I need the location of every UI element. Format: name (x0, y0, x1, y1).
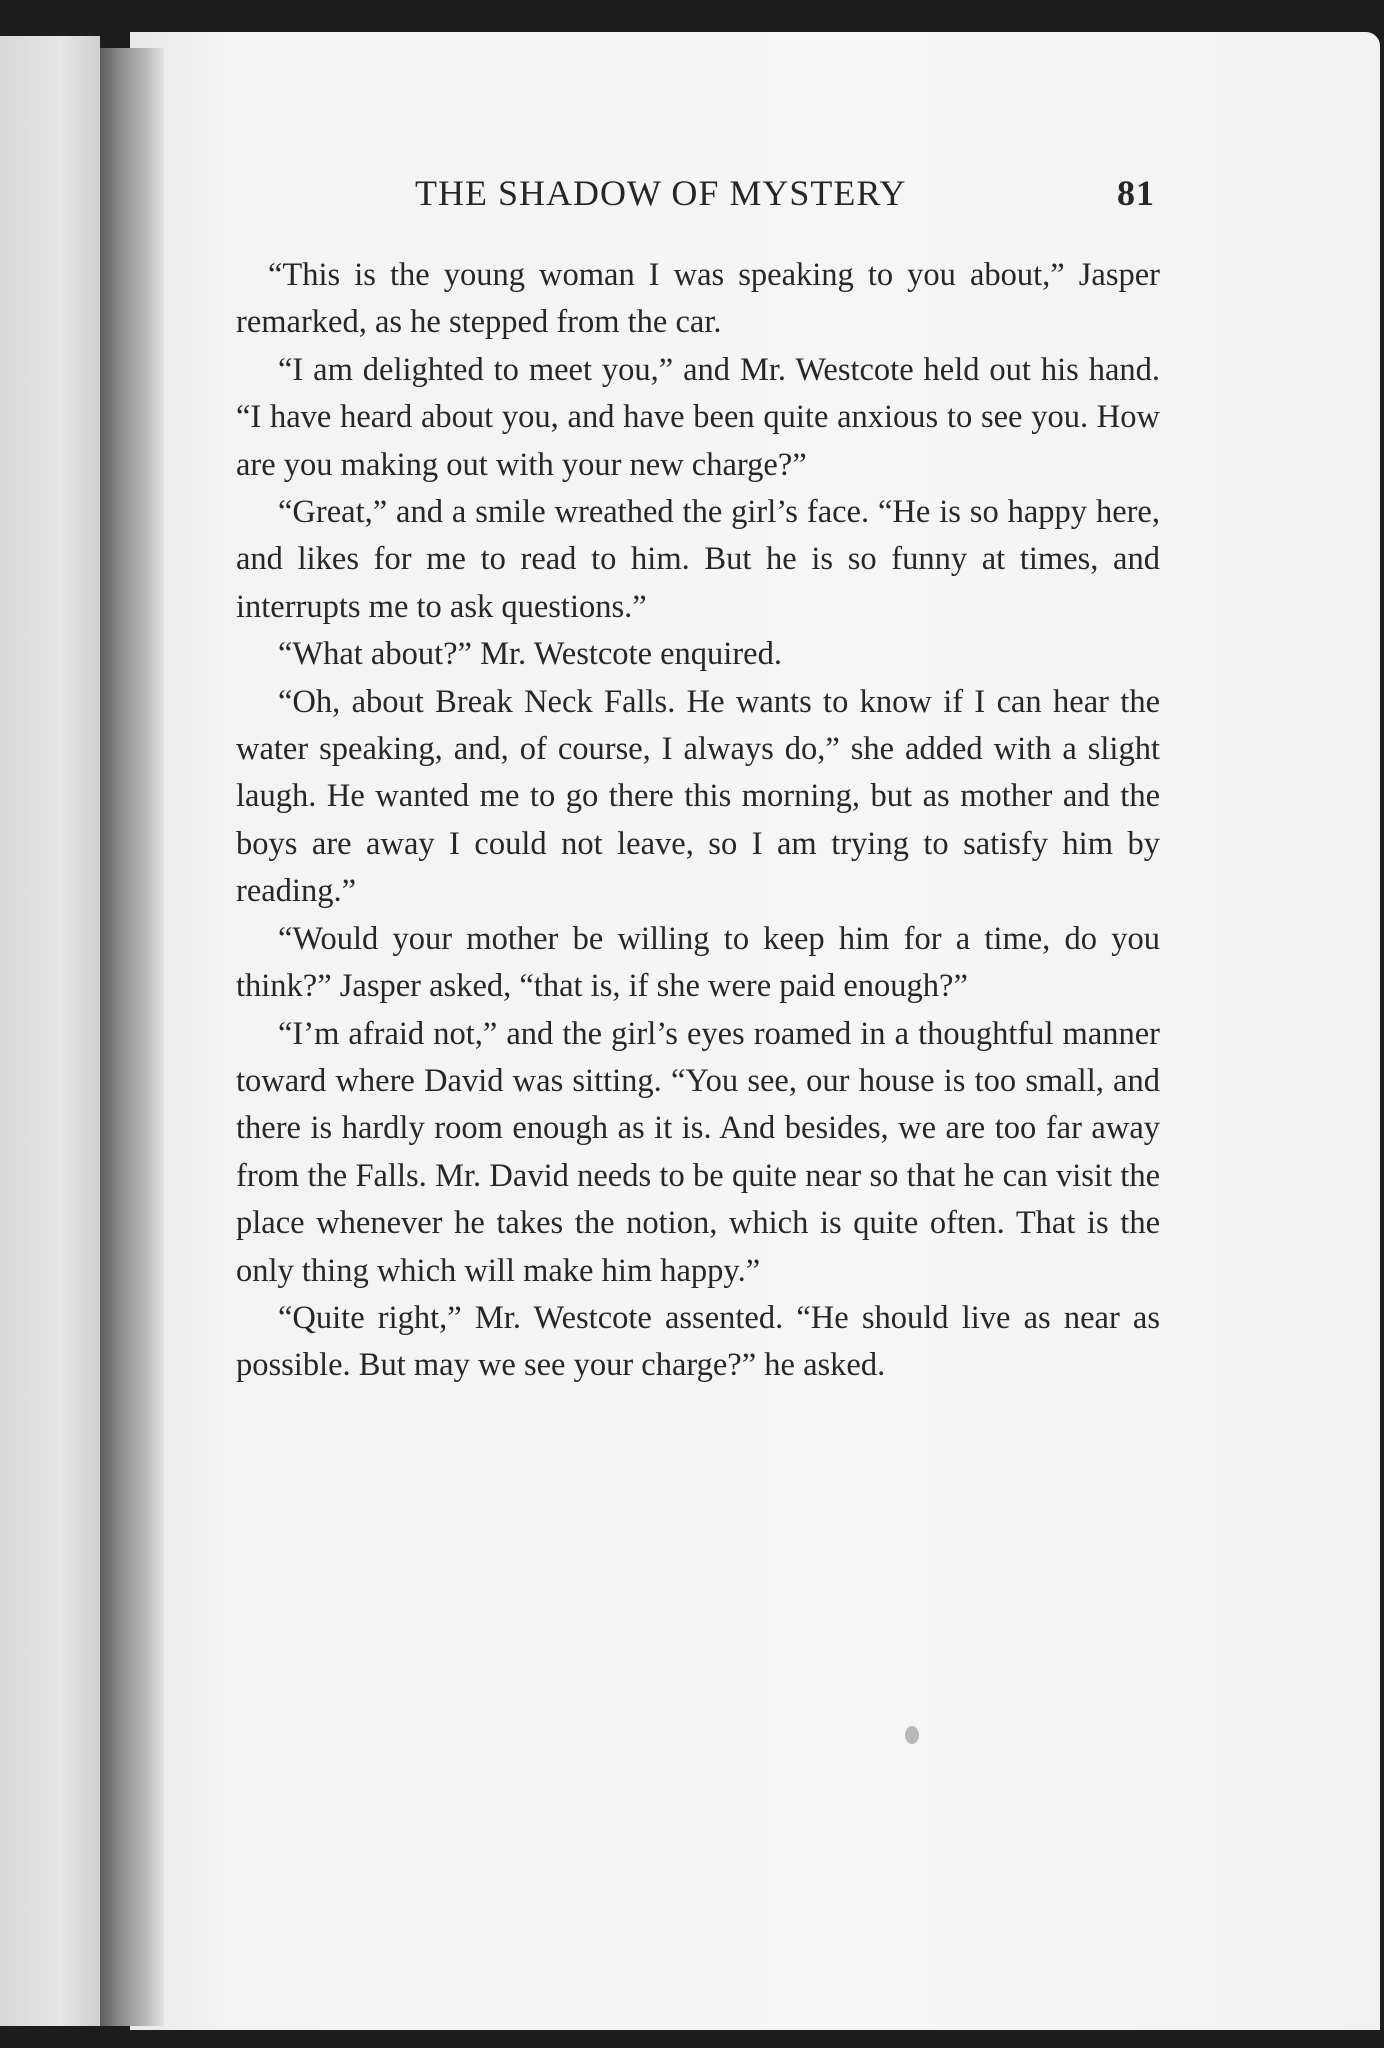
paragraph: “Great,” and a smile wreathed the girl’s face. “He is so happy here, and likes for me to read to him. But he is so funny at times, and interrupts me to ask questions.” (236, 494, 1160, 625)
paragraph: “Quite right,” Mr. Westcote assented. “He should live as near as possible. But may we see your charge?” he asked. (236, 1299, 1160, 1384)
paragraph: “Would your mother be willing to keep him for a time, do you think?” Jasper asked, “that is, if she were paid enough?” (236, 920, 1160, 1005)
paragraph: “I am delighted to meet you,” and Mr. Westcote held out his hand. “I have heard about you, and have been quite anxious to see you. How are you making out with your new charge?” (236, 351, 1160, 483)
spine-shadow (100, 48, 164, 2026)
paragraph: “What about?” Mr. Westcote enquired. (278, 636, 782, 673)
page-number: 81 (1117, 173, 1155, 213)
paragraph: “This is the young woman I was speaking to you about,” Jasper remarked, as he stepped from the car. (236, 257, 1160, 341)
paragraph: “I’m afraid not,” and the girl’s eyes roamed in a thoughtful manner toward where David was sitting. “You see, our house is too small, and there is hardly room enough as it is. And besides, we are too far away from the Falls. Mr. David needs to be quite near so that he can visit the place whenever he takes the notion, which is quite often. That is the only thing which will make him happy.” (236, 1015, 1160, 1289)
running-title: THE SHADOW OF MYSTERY (415, 173, 907, 213)
previous-page-edge (0, 36, 100, 2026)
ink-smudge (905, 1726, 919, 1744)
body-text (236, 252, 1160, 1390)
paragraph: “Oh, about Break Neck Falls. He wants to know if I can hear the water speaking, and, of course, I always do,” she added with a slight laugh. He wanted me to go there this morning, but as mother and the boys are away I could not leave, so I am trying to satisfy him by reading.” (236, 683, 1160, 910)
